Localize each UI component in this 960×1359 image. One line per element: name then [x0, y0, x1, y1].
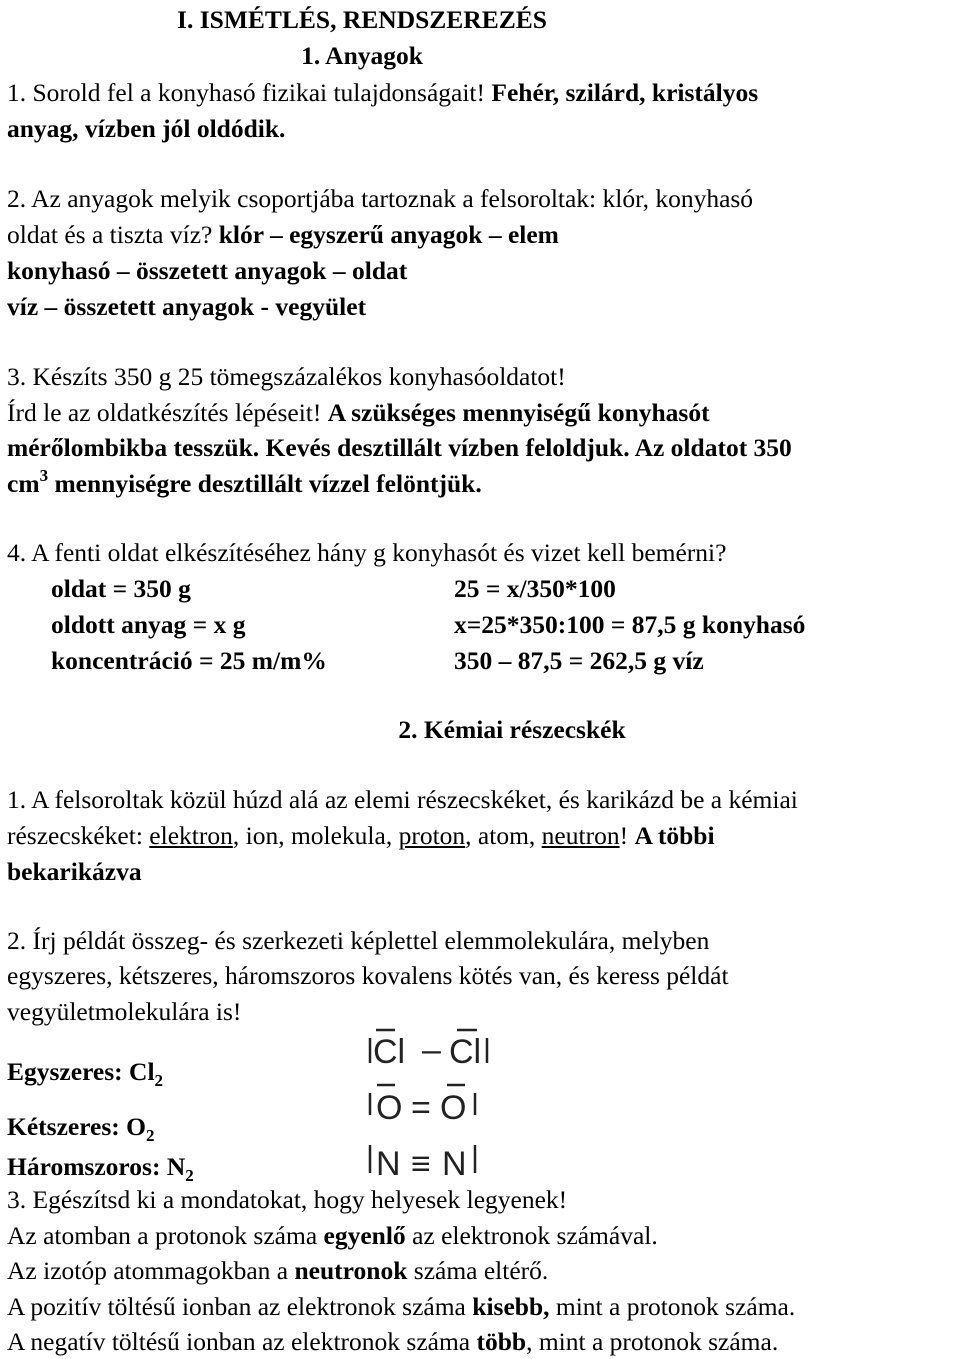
- sentence-1-c: az elektronok számával.: [405, 1221, 658, 1250]
- sentence-1-answer: egyenlő: [323, 1221, 406, 1250]
- calc-right-1: 25 = x/350*100: [454, 574, 616, 603]
- s2-answer-1-part-a: A többi: [634, 821, 715, 850]
- sentence-3-a: A pozitív töltésű ionban az elektronok száma: [7, 1292, 473, 1321]
- sentence-4: [7, 1325, 778, 1359]
- sentence-3: [7, 1290, 795, 1324]
- answer-2-line-2: konyhasó – összetett anyagok – oldat: [7, 256, 408, 285]
- structural-formulas-figure: [367, 1023, 492, 1183]
- answer-2-line-3: víz – összetett anyagok - vegyület: [7, 292, 367, 321]
- section-heading-kemiai-reszecskek: 2. Kémiai részecskék: [398, 715, 626, 744]
- calc-left-3: koncentráció = 25 m/m%: [51, 646, 327, 675]
- calc-right-3: 350 – 87,5 = 262,5 g víz: [454, 646, 704, 675]
- answer-3-line-1: A szükséges mennyiségű konyhasót: [327, 398, 710, 427]
- question-3-text-b: Írd le az oldatkészítés lépéseit!: [7, 398, 328, 427]
- section-heading-anyagok: 1. Anyagok: [301, 41, 423, 70]
- sentence-2: [7, 1254, 548, 1288]
- sentence-4-c: , mint a protonok száma.: [526, 1327, 779, 1356]
- n2-structure: [370, 1145, 475, 1183]
- question-2-line-a: 2. Az anyagok melyik csoportjába tartoznak a felsoroltak: klór, konyhasó: [7, 184, 754, 213]
- double-bond-subscript: 2: [146, 1126, 155, 1146]
- answer-3-line-3: [7, 467, 482, 501]
- single-bond-formula: Egyszeres: Cl: [7, 1057, 155, 1086]
- question-4-text: 4. A fenti oldat elkészítéséhez hány g konyhasót és vizet kell bemérni?: [7, 538, 727, 567]
- answer-1-part-a: Fehér, szilárd, kristályos: [491, 78, 759, 107]
- sentence-4-answer: több: [476, 1327, 527, 1356]
- s2-q1-sep-1: , ion, molekula,: [232, 821, 399, 850]
- word-proton: proton: [398, 821, 466, 850]
- answer-1-part-b: anyag, vízben jól oldódik.: [7, 114, 286, 143]
- sentence-1-a: Az atomban a protonok száma: [7, 1221, 324, 1250]
- s2-question-2-line-1: 2. Írj példát összeg- és szerkezeti képlettel elemmolekulára, melyben: [7, 926, 710, 955]
- answer-3-rest: mennyiségre desztillált vízzel felöntjük.: [48, 469, 482, 498]
- answer-3-line-2: mérőlombikba tesszük. Kevés desztillált vízben feloldjuk. Az oldatot 350: [7, 433, 792, 462]
- sentence-2-a: Az izotóp atommagokban a: [7, 1256, 295, 1285]
- single-bond-label: [7, 1055, 163, 1089]
- main-heading: I. ISMÉTLÉS, RENDSZEREZÉS: [177, 5, 547, 34]
- o2-structure: [370, 1085, 475, 1127]
- question-3-line-b: [7, 396, 710, 430]
- double-bond-formula: Kétszeres: O: [7, 1112, 147, 1141]
- s2-answer-1-part-b: bekarikázva: [7, 857, 142, 886]
- question-1-text: 1. Sorold fel a konyhasó fizikai tulajdonságait!: [7, 78, 492, 107]
- triple-bond-formula: Háromszoros: N: [7, 1152, 186, 1181]
- word-neutron: neutron: [541, 821, 620, 850]
- s2-question-2-line-2: egyszeres, kétszeres, háromszoros kovalens kötés van, és keress példát: [7, 961, 729, 990]
- triple-bond-subscript: 2: [185, 1166, 194, 1186]
- question-1-line: [7, 76, 758, 110]
- s2-question-2-line-3: vegyületmolekulára is!: [7, 997, 242, 1026]
- s2-q1-prefix: részecskéket:: [7, 821, 150, 850]
- o2-atom-b: O: [440, 1089, 467, 1127]
- sentence-3-answer: kisebb,: [472, 1292, 550, 1321]
- s2-q1-sep-3: !: [619, 821, 635, 850]
- calc-left-2: oldott anyag = x g: [51, 610, 246, 639]
- triple-bond-label: [7, 1150, 194, 1184]
- double-bond-label: [7, 1110, 155, 1144]
- answer-2-line-1: klór – egyszerű anyagok – elem: [218, 220, 559, 249]
- word-elektron: elektron: [149, 821, 233, 850]
- cl2-atom-a: Cl: [373, 1033, 406, 1071]
- cl2-structure: [370, 1030, 487, 1071]
- s2-q1-sep-2: , atom,: [465, 821, 542, 850]
- s2-question-1-line-1: 1. A felsoroltak közül húzd alá az elemi részecskéket, és karikázd be a kémiai: [7, 785, 798, 814]
- o2-bond: =: [411, 1089, 431, 1127]
- sentence-2-c: száma eltérő.: [407, 1256, 549, 1285]
- question-2-text-b: oldat és a tiszta víz?: [7, 220, 219, 249]
- calc-left-1: oldat = 350 g: [51, 574, 191, 603]
- sentence-2-answer: neutronok: [294, 1256, 408, 1285]
- sentence-1: [7, 1219, 658, 1253]
- n2-atom-a: N: [376, 1145, 401, 1183]
- cl2-bond: –: [422, 1031, 441, 1069]
- n2-bond: ≡: [411, 1145, 431, 1183]
- sentence-3-c: mint a protonok száma.: [549, 1292, 796, 1321]
- o2-atom-a: O: [376, 1089, 403, 1127]
- calc-right-2: x=25*350:100 = 87,5 g konyhasó: [454, 610, 806, 639]
- question-2-line-b: [7, 218, 559, 252]
- cl2-atom-b: Cl: [449, 1033, 482, 1071]
- sentence-4-a: A negatív töltésű ionban az elektronok száma: [7, 1327, 477, 1356]
- answer-3-unit: cm: [7, 469, 40, 498]
- s2-question-3-text: 3. Egészítsd ki a mondatokat, hogy helyesek legyenek!: [7, 1185, 568, 1214]
- question-3-line-a: 3. Készíts 350 g 25 tömegszázalékos konyhasóoldatot!: [7, 362, 566, 391]
- n2-atom-b: N: [442, 1145, 467, 1183]
- s2-question-1-line-2: [7, 819, 715, 853]
- single-bond-subscript: 2: [154, 1071, 164, 1091]
- answer-3-unit-exponent: 3: [39, 465, 49, 485]
